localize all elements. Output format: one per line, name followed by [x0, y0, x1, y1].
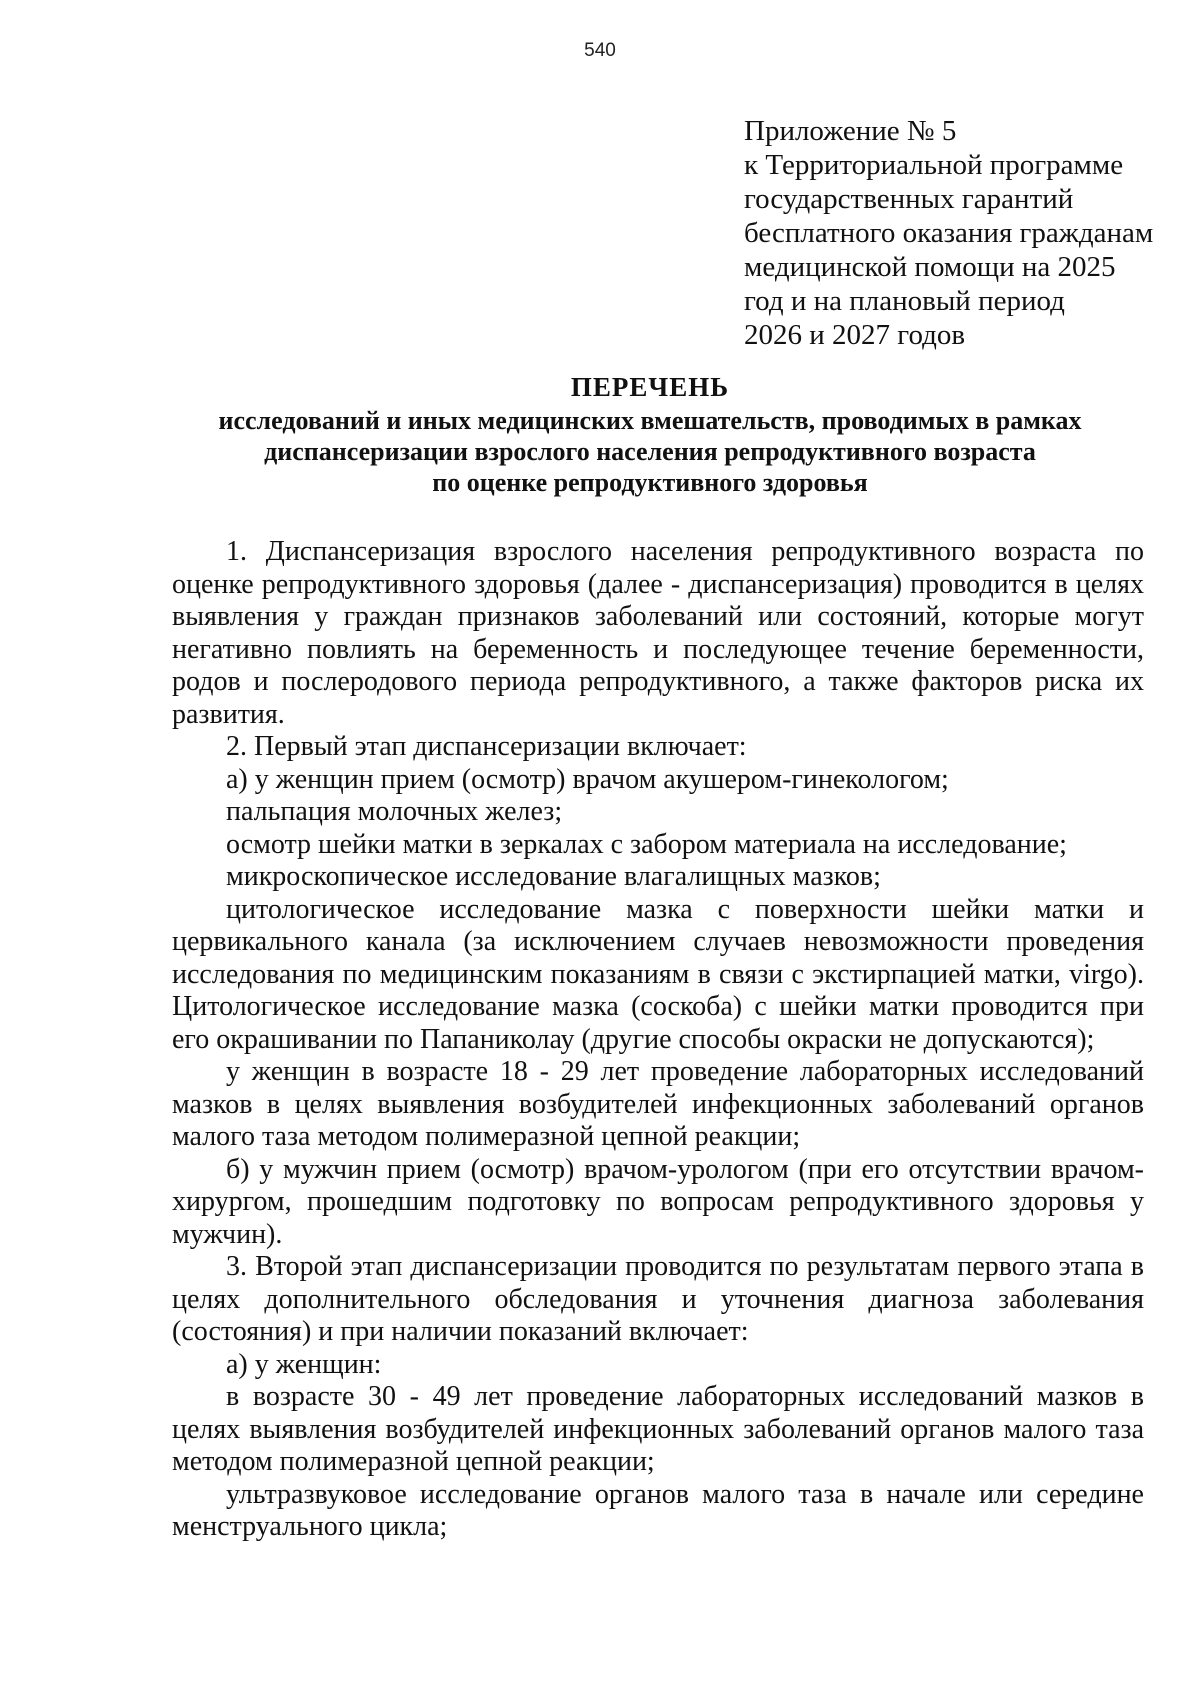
title-main: ПЕРЕЧЕНЬ — [570, 372, 730, 402]
list-item: цитологическое исследование мазка с поверхности шейки матки и цервикального канала (за исключением случаев невозможности проведения исследования по медицинским показаниям в связи с экстирпацией матки, virgo). Цитологическое исследование мазка (соскоба) с шейки матки проводится при его окрашивании по Папаниколау (другие способы окраски не допускаются); — [172, 893, 1144, 1055]
paragraph-2: 2. Первый этап диспансеризации включает: — [226, 731, 747, 762]
list-item: ультразвуковое исследование органов малого таза в начале или середине менструального цикла; — [172, 1478, 1144, 1542]
title-line: по оценке репродуктивного здоровья — [432, 468, 868, 497]
document-title — [150, 372, 1150, 498]
paragraph-1: 1. Диспансеризация взрослого населения репродуктивного возраста по оценке репродуктивного здоровья (далее - диспансеризация) проводится в целях выявления у граждан признаков заболеваний или состояний, которые могут негативно повлиять на беременность и последующее течение беременности, родов и послеродового периода репродуктивного, а также факторов риска их развития. — [172, 536, 1144, 730]
page-number: 540 — [584, 40, 616, 61]
appendix-header — [744, 114, 1164, 352]
paragraph-3: 3. Второй этап диспансеризации проводится по результатам первого этапа в целях дополнительного обследования и уточнения диагноза заболевания (состояния) и при наличии показаний включает: — [172, 1251, 1144, 1347]
appendix-line: 2026 и 2027 годов — [744, 319, 966, 351]
appendix-line: государственных гарантий — [744, 183, 1074, 215]
appendix-line: к Территориальной программе — [744, 149, 1124, 181]
appendix-line: год и на плановый период — [744, 285, 1065, 317]
list-item: а) у женщин: — [226, 1348, 382, 1380]
list-item: а) у женщин прием (осмотр) врачом акушером-гинекологом; — [226, 763, 949, 795]
list-item: б) у мужчин прием (осмотр) врачом-урологом (при его отсутствии врачом-хирургом, прошедшим подготовку по вопросам репродуктивного здоровья у мужчин). — [172, 1153, 1144, 1250]
list-item: микроскопическое исследование влагалищных мазков; — [226, 861, 881, 892]
title-line: исследований и иных медицинских вмешательств, проводимых в рамках — [218, 406, 1082, 435]
list-item: осмотр шейки матки в зеркалах с забором материала на исследование; — [226, 828, 1067, 860]
list-item: в возрасте 30 - 49 лет проведение лабораторных исследований мазков в целях выявления возбудителей инфекционных заболеваний органов малого таза методом полимеразной цепной реакции; — [172, 1381, 1144, 1477]
appendix-line: медицинской помощи на 2025 — [744, 251, 1116, 283]
list-item: пальпация молочных желез; — [226, 796, 563, 827]
appendix-line: бесплатного оказания гражданам — [744, 217, 1154, 249]
list-item: у женщин в возрасте 18 - 29 лет проведение лабораторных исследований мазков в целях выявления возбудителей инфекционных заболеваний органов малого таза методом полимеразной цепной реакции; — [172, 1056, 1144, 1152]
title-line: диспансеризации взрослого населения репродуктивного возраста — [264, 437, 1036, 466]
appendix-line: Приложение № 5 — [744, 115, 957, 147]
document-body — [172, 536, 1144, 1544]
